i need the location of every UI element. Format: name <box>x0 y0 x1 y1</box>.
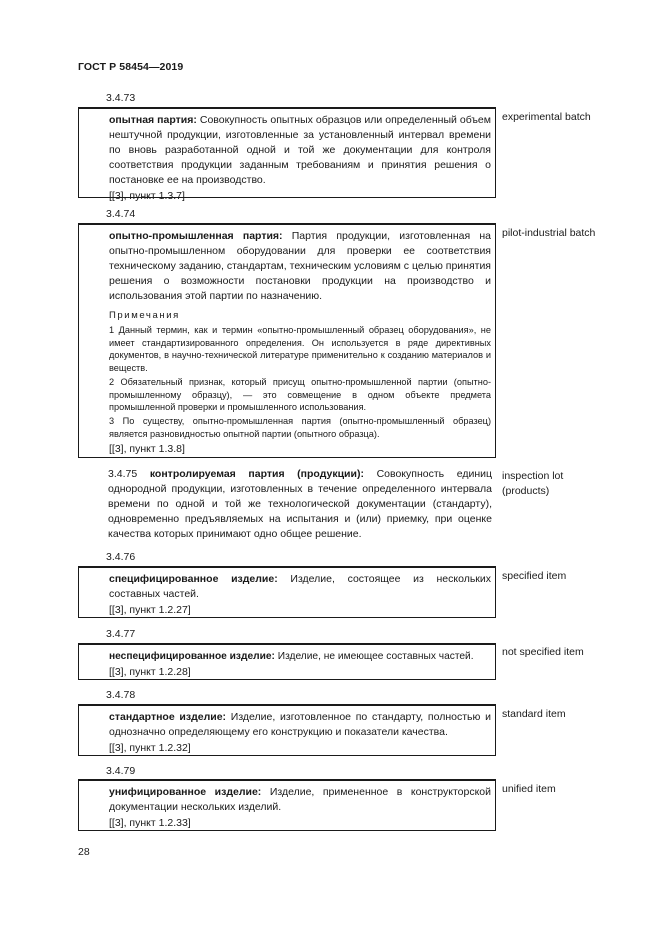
entry-number: 3.4.77 <box>106 628 136 640</box>
entry-number: 3.4.73 <box>106 92 136 104</box>
term-box <box>78 107 496 203</box>
term-box <box>78 704 496 756</box>
source-reference: [[3], пункт 1.2.27] <box>109 604 191 617</box>
entry-number-inline: 3.4.75 <box>108 468 138 480</box>
note: 1 Данный термин, как и термин «опытно-промышленный образец оборудования», не имеет стандартизированного определения. Он используется в ряде директивных документов, в научно-технической литературе применительно к созданию материалов и веществ. <box>109 325 491 373</box>
term: неспецифицированное изделие: <box>109 651 275 662</box>
term-box <box>78 223 496 458</box>
english-term <box>502 469 563 499</box>
term: специфицированное изделие: <box>109 573 278 585</box>
english-term: experimental batch <box>502 111 591 123</box>
term: опытно-промышленная партия: <box>109 230 283 242</box>
entry-number: 3.4.78 <box>106 689 136 701</box>
definition-text: Партия продукции, изготовленная на опытно-промышленном оборудовании для проверки ее соответствия техническому заданию, стандартам, техническим условиям с целью принятия решения о возможности постановки продукции на производство и использования этой партии по назначению. <box>109 230 491 303</box>
source-reference: [[3], пункт 1.2.32] <box>109 742 191 755</box>
definition <box>109 229 491 304</box>
standard-header: ГОСТ Р 58454—2019 <box>78 61 184 73</box>
note: 2 Обязательный признак, который присущ опытно-промышленной партии (опытно-промышленному образцу), — это совмещение в одном объекте предмета промышленной проверки и промышленного использования. <box>109 377 491 412</box>
term: опытная партия: <box>109 114 197 126</box>
source-reference: [[3], пункт 1.2.33] <box>109 817 191 830</box>
source-reference: [[3], пункт 1.2.28] <box>109 666 191 679</box>
definition <box>109 113 491 188</box>
english-term: specified item <box>502 570 567 582</box>
definition-text: Изделие, не имеющее составных частей. <box>274 651 474 662</box>
entry-number: 3.4.79 <box>106 765 136 777</box>
source-reference: [[3], пункт 1.3.8] <box>109 443 185 456</box>
note: 3 По существу, опытно-промышленная партия (опытно-промышленный образец) является разновидностью опытной партии (опытного образца). <box>109 416 491 439</box>
definition-text: Совокупность единиц однородной продукции, изготовленных в течение определенного интервала времени по одной и той же технологической документации (стандарту), одновременно предъявляемых на испытания и (или) приемку, при оценке качества которых принимают одно общее решение. <box>108 468 492 541</box>
entry-number: 3.4.76 <box>106 551 136 563</box>
term-box <box>78 643 496 680</box>
english-term-line: (products) <box>502 485 550 497</box>
definition-text: Изделие, состоящее из нескольких составных частей. <box>109 573 492 601</box>
definition-text: Изделие, изготовленное по стандарту, полностью и однозначно определяющему его конструкцию и показатели качества. <box>109 711 491 739</box>
english-term-line: inspection lot <box>502 470 564 482</box>
term-box <box>78 779 496 831</box>
english-term: unified item <box>502 783 556 795</box>
entry-number: 3.4.74 <box>106 208 136 220</box>
definition-text: Изделие, примененное в конструкторской документации нескольких изделий. <box>109 786 491 814</box>
definition <box>109 649 491 664</box>
term: контролируемая партия (продукции): <box>149 468 364 480</box>
source-reference: [[3], пункт 1.3.7] <box>109 190 185 203</box>
definition <box>78 467 492 542</box>
definition <box>109 785 491 815</box>
english-term: not specified item <box>502 646 584 658</box>
term: стандартное изделие: <box>109 711 227 723</box>
term: унифицированное изделие: <box>109 786 262 798</box>
page-number: 28 <box>78 846 90 858</box>
definition-text: Совокупность опытных образцов или определенный объем нештучной продукции, изготовленные за установленный интервал времени по вновь разработанной одной и той же документации для контроля соответствия продукции заданным требованиям и принятия решения о постановке ее на производство. <box>109 114 491 187</box>
english-term: pilot-industrial batch <box>502 227 596 239</box>
notes-title: Примечания <box>109 310 180 322</box>
term-box <box>78 566 496 618</box>
english-term: standard item <box>502 708 566 720</box>
definition <box>109 710 491 740</box>
definition <box>109 572 491 602</box>
